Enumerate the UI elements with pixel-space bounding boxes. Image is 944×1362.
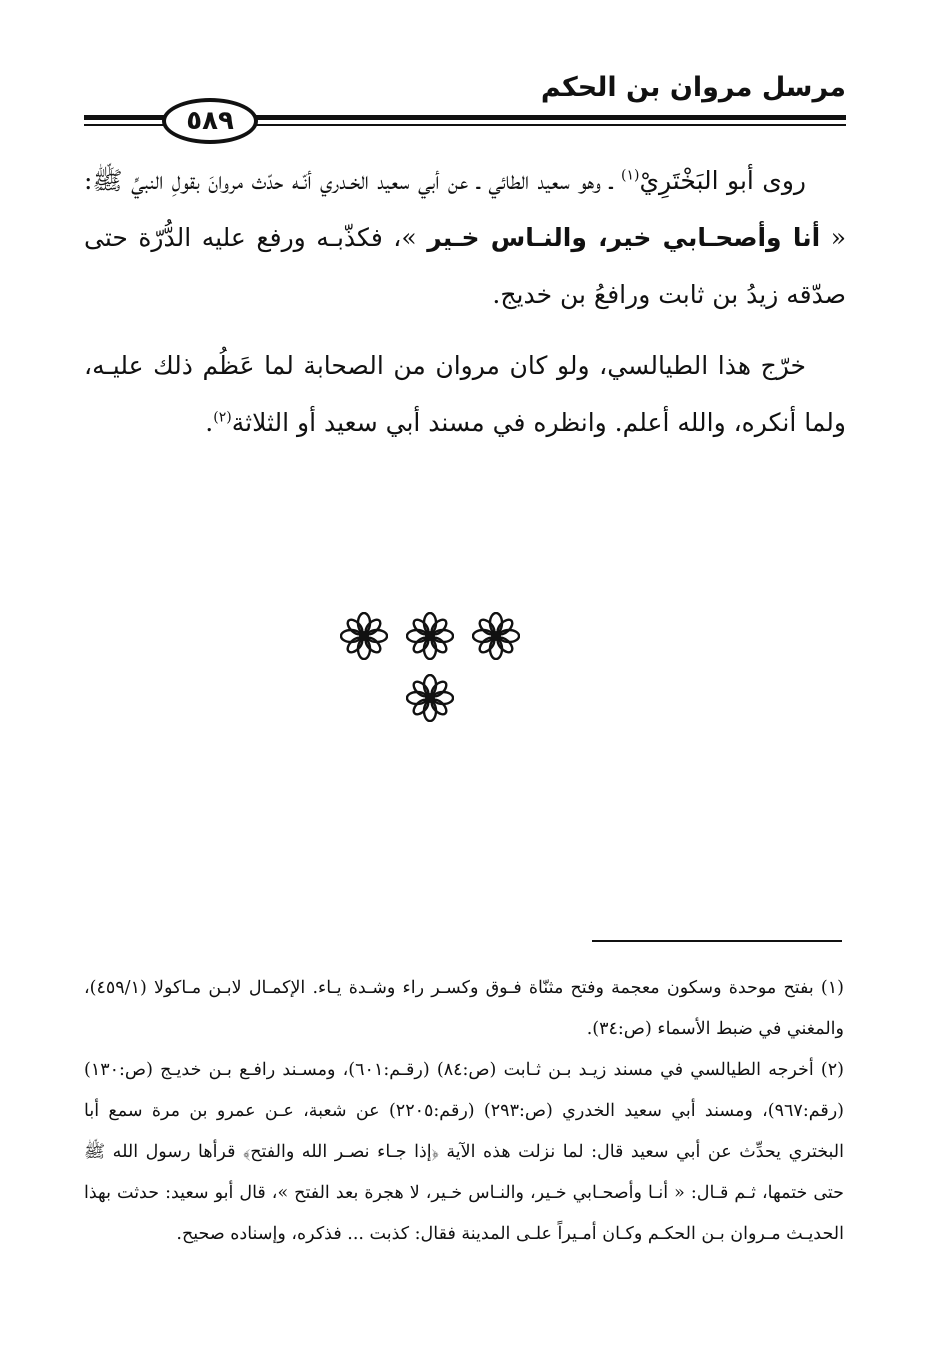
running-title: مرسل مروان بن الحكم bbox=[540, 72, 846, 103]
paragraph-1-part-b: ـ وهو سعيد الطائي ـ عن أبي سعيد الخـدري أنّـه حدّث مروانَ بقولِ النبيِّ ﷺ: « bbox=[84, 166, 846, 252]
page-number: ٥٨٩ bbox=[162, 98, 258, 144]
flower-ornament-icon bbox=[340, 612, 388, 660]
flower-ornament-icon bbox=[406, 612, 454, 660]
hadith-quote: أنا وأصحـابي خير، والنـاس خـير bbox=[427, 223, 821, 252]
paragraph-1-part-c: »، فكذّبـه ورفع عليه الدُّرّة حتى صدّقه زيدُ بن ثابت ورافعُ بن خديج. bbox=[84, 223, 846, 309]
main-text bbox=[84, 152, 846, 451]
footnote-1: (١) بفتح موحدة وسكون معجمة وفتح مثنّاة فـوق وكسـر راء وشـدة يـاء. الإكمـال لابـن مـاكولا (٤٥٩/١)، والمغني في ضبط الأسماء (ص:٣٤). bbox=[84, 978, 844, 1039]
footnote-1-marker[interactable]: (١) bbox=[620, 167, 640, 184]
section-end-ornaments bbox=[330, 612, 530, 732]
footnotes bbox=[84, 968, 844, 1255]
footnote-separator bbox=[592, 940, 842, 942]
footnote-2-marker[interactable]: (٢) bbox=[213, 409, 232, 426]
flower-ornament-icon bbox=[406, 674, 454, 722]
flower-ornament-icon bbox=[472, 612, 520, 660]
paragraph-1 bbox=[84, 152, 846, 323]
paragraph-2-part-a: خرّج هذا الطيالسي، ولو كان مروان من الصحابة لما عَظُم ذلك عليـه، ولما أنكره، والله أعلم. وانظره في مسند أبي سعيد أو الثلاثة bbox=[84, 351, 846, 437]
footnote-2: (٢) أخرجه الطيالسي في مسند زيـد بـن ثـابت (ص:٨٤) (رقـم:٦٠١)، ومسـند رافـع بـن خديـج (ص:١٣٠) (رقم:٩٦٧)، ومسند أبي سعيد الخدري (ص:٢٩٣) (رقم:٢٢٠٥) عن شعبة، عـن عمرو بن مرة سمع أبا البختري يحدِّث عن أبي سعيد قال: لما نزلت هذه الآية ﴿إذا جـاء نصـر الله والفتح﴾ قرأها رسول الله ﷺ حتى ختمها، ثـم قـال: « أنـا وأصحـابي خـير، والنـاس خـير، لا هجرة بعد الفتح »، قال أبو سعيد: حدثت بهذا الحديـث مـروان بـن الحكـم وكـان أمـيراً علـى المدينة فقال: كذبت ... فذكره، وإسناده صحيح. bbox=[84, 1060, 845, 1244]
paragraph-2 bbox=[84, 337, 846, 451]
paragraph-1-part-a: روى أبو البَخْتَرِيْ bbox=[639, 166, 807, 195]
paragraph-2-part-b: . bbox=[205, 408, 214, 437]
